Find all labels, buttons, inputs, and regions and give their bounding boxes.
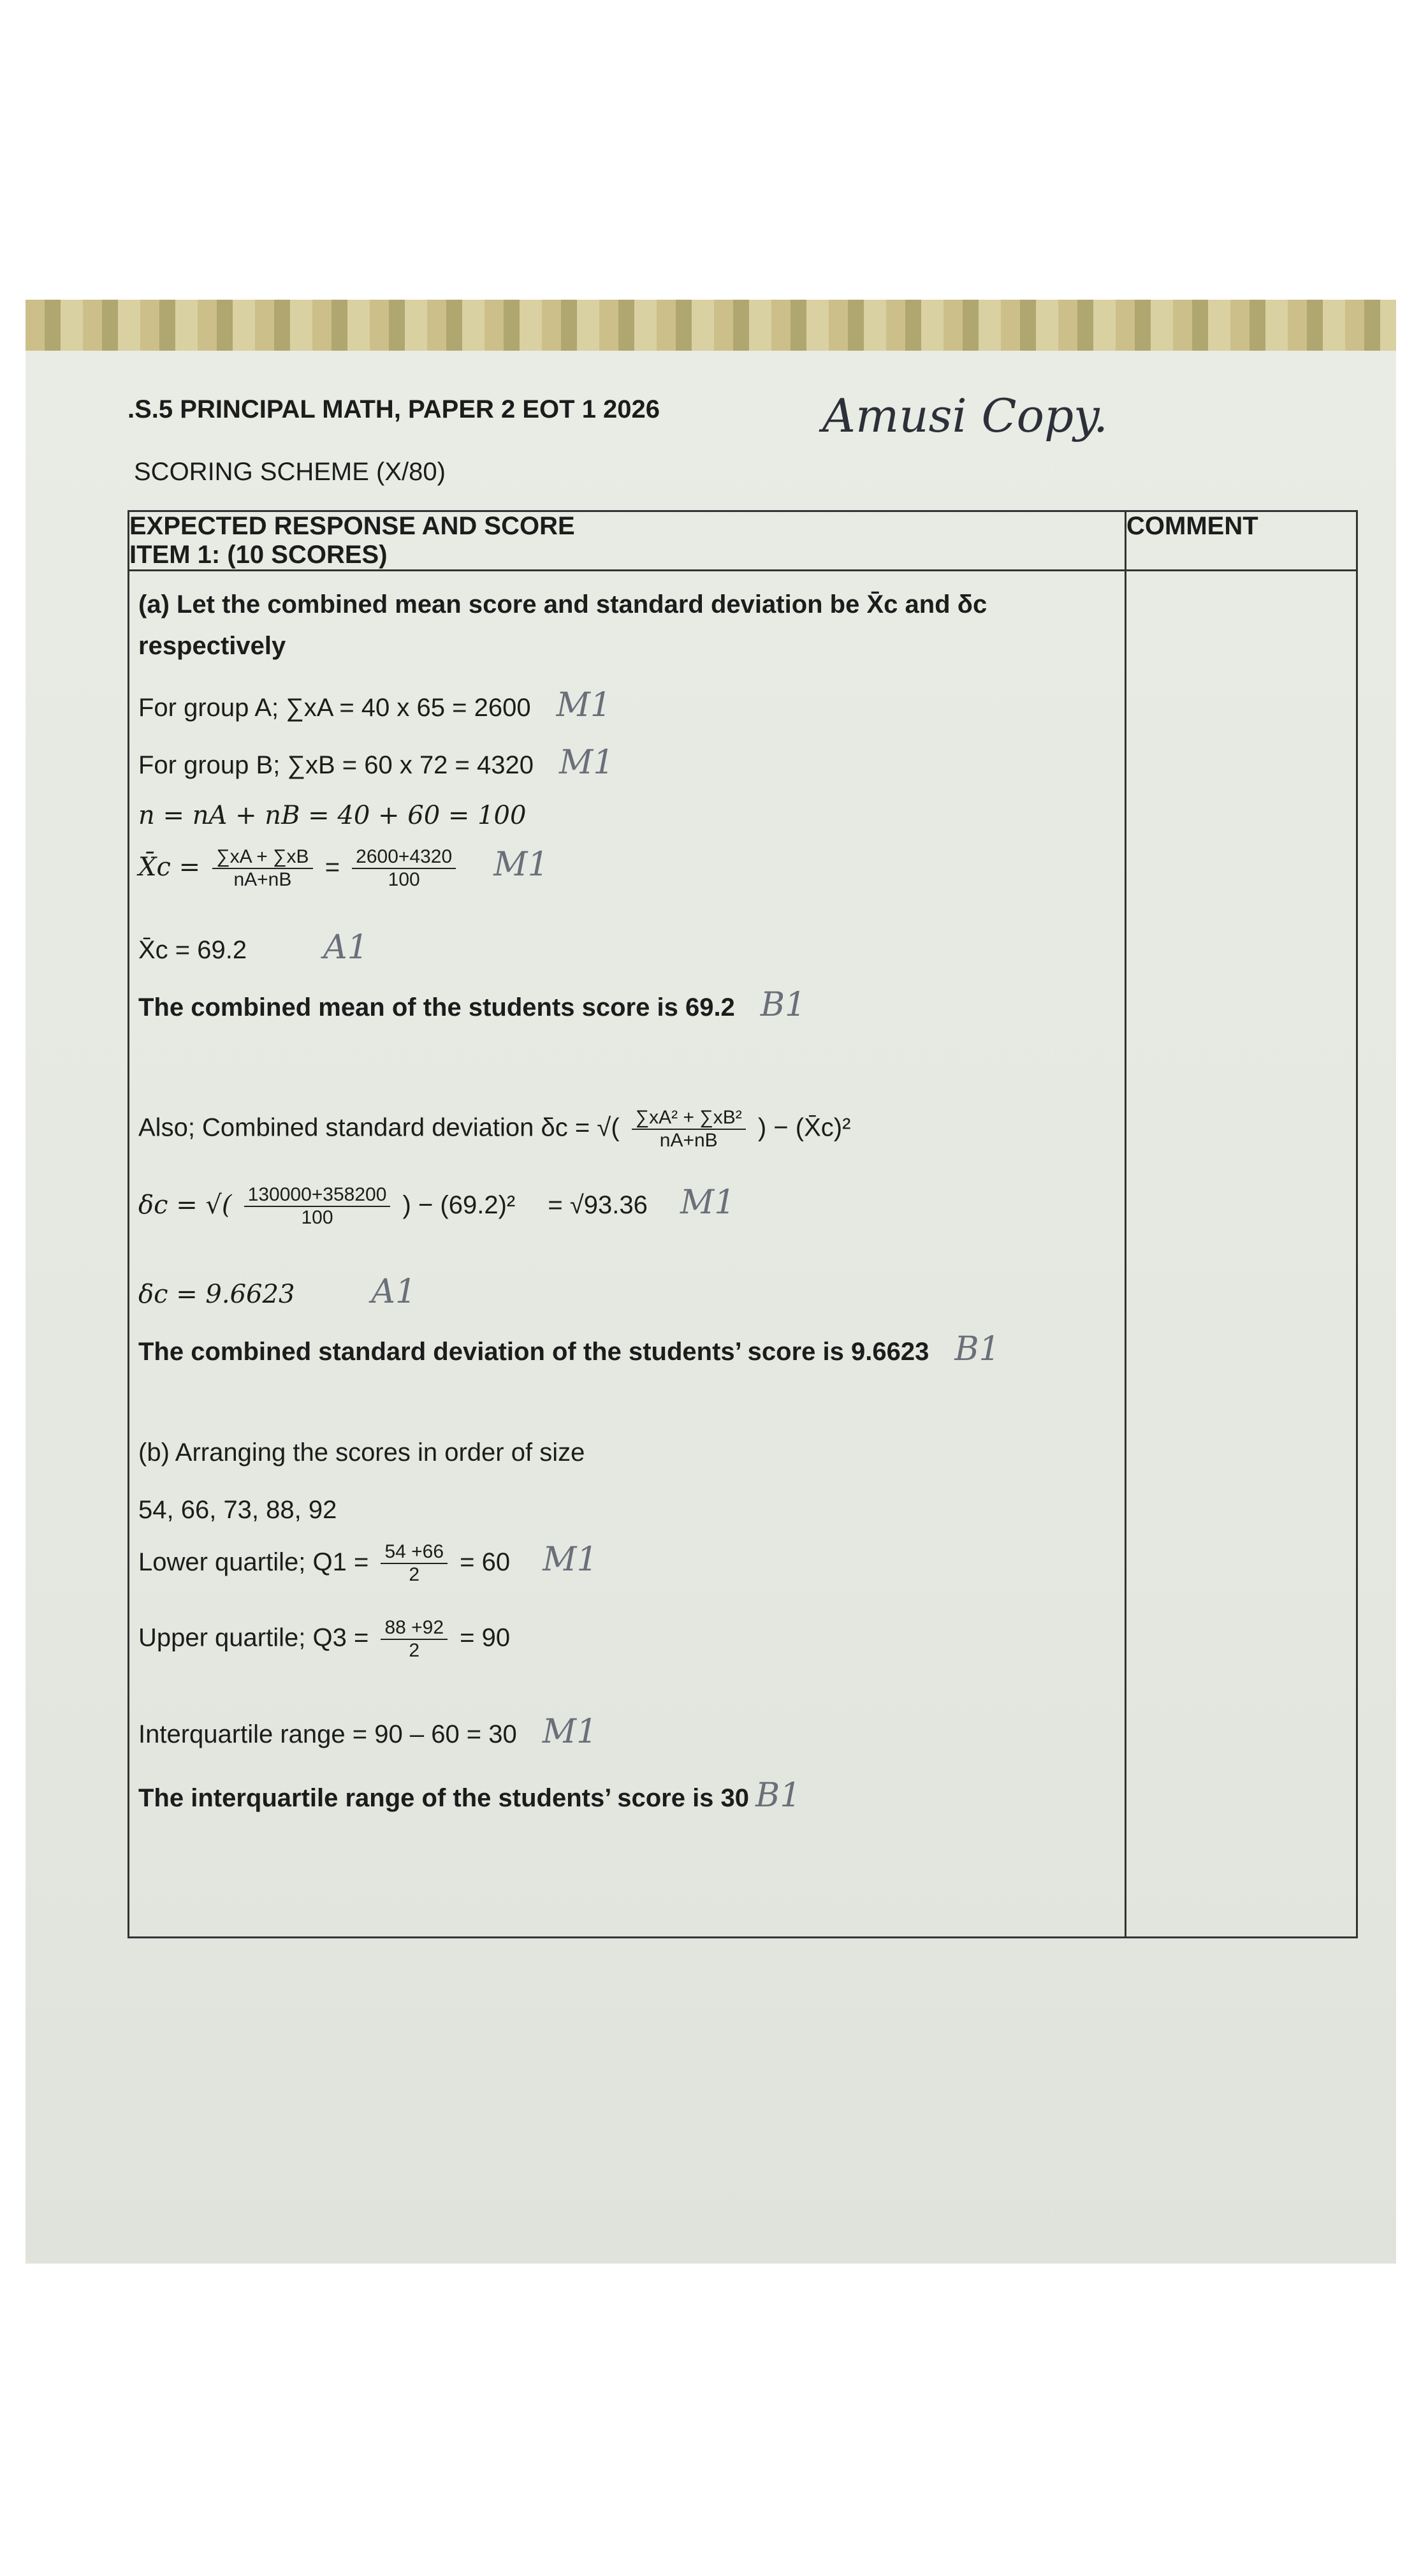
mark-m1: M1	[543, 1540, 598, 1579]
mark-b1: B1	[755, 1776, 801, 1815]
sd-value: δc = 9.6623 A1	[138, 1273, 417, 1311]
mean-conclusion: The combined mean of the students score is 69.2 B1	[138, 986, 806, 1024]
scoring-table	[127, 510, 1358, 1938]
mean-value: X̄c = 69.2 A1	[138, 928, 368, 967]
comment-cell	[1126, 571, 1357, 1938]
mark-m1: M1	[542, 1713, 598, 1751]
sd-formula: Also; Combined standard deviation δc = √( $\frac{\text{∑xA² + ∑xB²}}{nA+nB}$ ) − (X̄c)²	[138, 1107, 851, 1151]
mark-b1: B1	[954, 1330, 1000, 1368]
item-title: ITEM 1: (10 SCORES)	[129, 541, 388, 569]
background-fabric	[26, 300, 1396, 351]
sd-substitution: δc = √( $\frac{130000+358200}{100}$ ) − (69.2)² = √93.36 M1	[138, 1183, 736, 1229]
mark-b1: B1	[760, 986, 806, 1024]
lower-quartile: Lower quartile; Q1 = $\frac{54 +66}{2}$ = 60 M1	[138, 1540, 598, 1586]
group-b-line: For group B; ∑xB = 60 x 72 = 4320 M1	[138, 743, 615, 782]
mark-m1: M1	[493, 845, 549, 884]
handwritten-note: Amusi Copy.	[822, 389, 1109, 443]
sd-conclusion: The combined standard deviation of the students’ score is 9.6623 B1	[138, 1330, 1000, 1368]
column-header-response: EXPECTED RESPONSE AND SCORE ITEM 1: (10 SCORES)	[129, 511, 1126, 571]
document-title: .S.5 PRINCIPAL MATH, PAPER 2 EOT 1 2026	[127, 395, 660, 423]
group-a-line: For group A; ∑xA = 40 x 65 = 2600 M1	[138, 686, 611, 724]
response-cell	[129, 571, 1126, 1938]
part-a-intro: (a) Let the combined mean score and standard deviation be X̄c and δc	[138, 590, 987, 618]
mark-m1: M1	[559, 743, 615, 782]
ordered-scores: 54, 66, 73, 88, 92	[138, 1496, 337, 1524]
part-a-intro-cont: respectively	[138, 632, 286, 660]
mark-m1: M1	[680, 1183, 736, 1222]
n-line: n = nA + nB = 40 + 60 = 100	[138, 801, 527, 830]
part-b-intro: (b) Arranging the scores in order of size	[138, 1438, 585, 1467]
interquartile-range: Interquartile range = 90 – 60 = 30 M1	[138, 1713, 598, 1751]
mark-m1: M1	[556, 686, 611, 724]
column-header-comment: COMMENT	[1126, 511, 1357, 571]
mark-a1: A1	[371, 1273, 417, 1311]
mean-formula: X̄c = $\frac{\sum xA + \sum xB}{nA+nB}$ = $\frac{2600+4320}{100}$ M1	[138, 845, 549, 891]
mark-a1: A1	[323, 928, 368, 967]
document-subtitle: SCORING SCHEME (X/80)	[134, 458, 446, 486]
upper-quartile: Upper quartile; Q3 = $\frac{88 +92}{2}$ = 90	[138, 1617, 511, 1661]
part-b-conclusion: The interquartile range of the students’ score is 30 B1	[138, 1776, 801, 1815]
